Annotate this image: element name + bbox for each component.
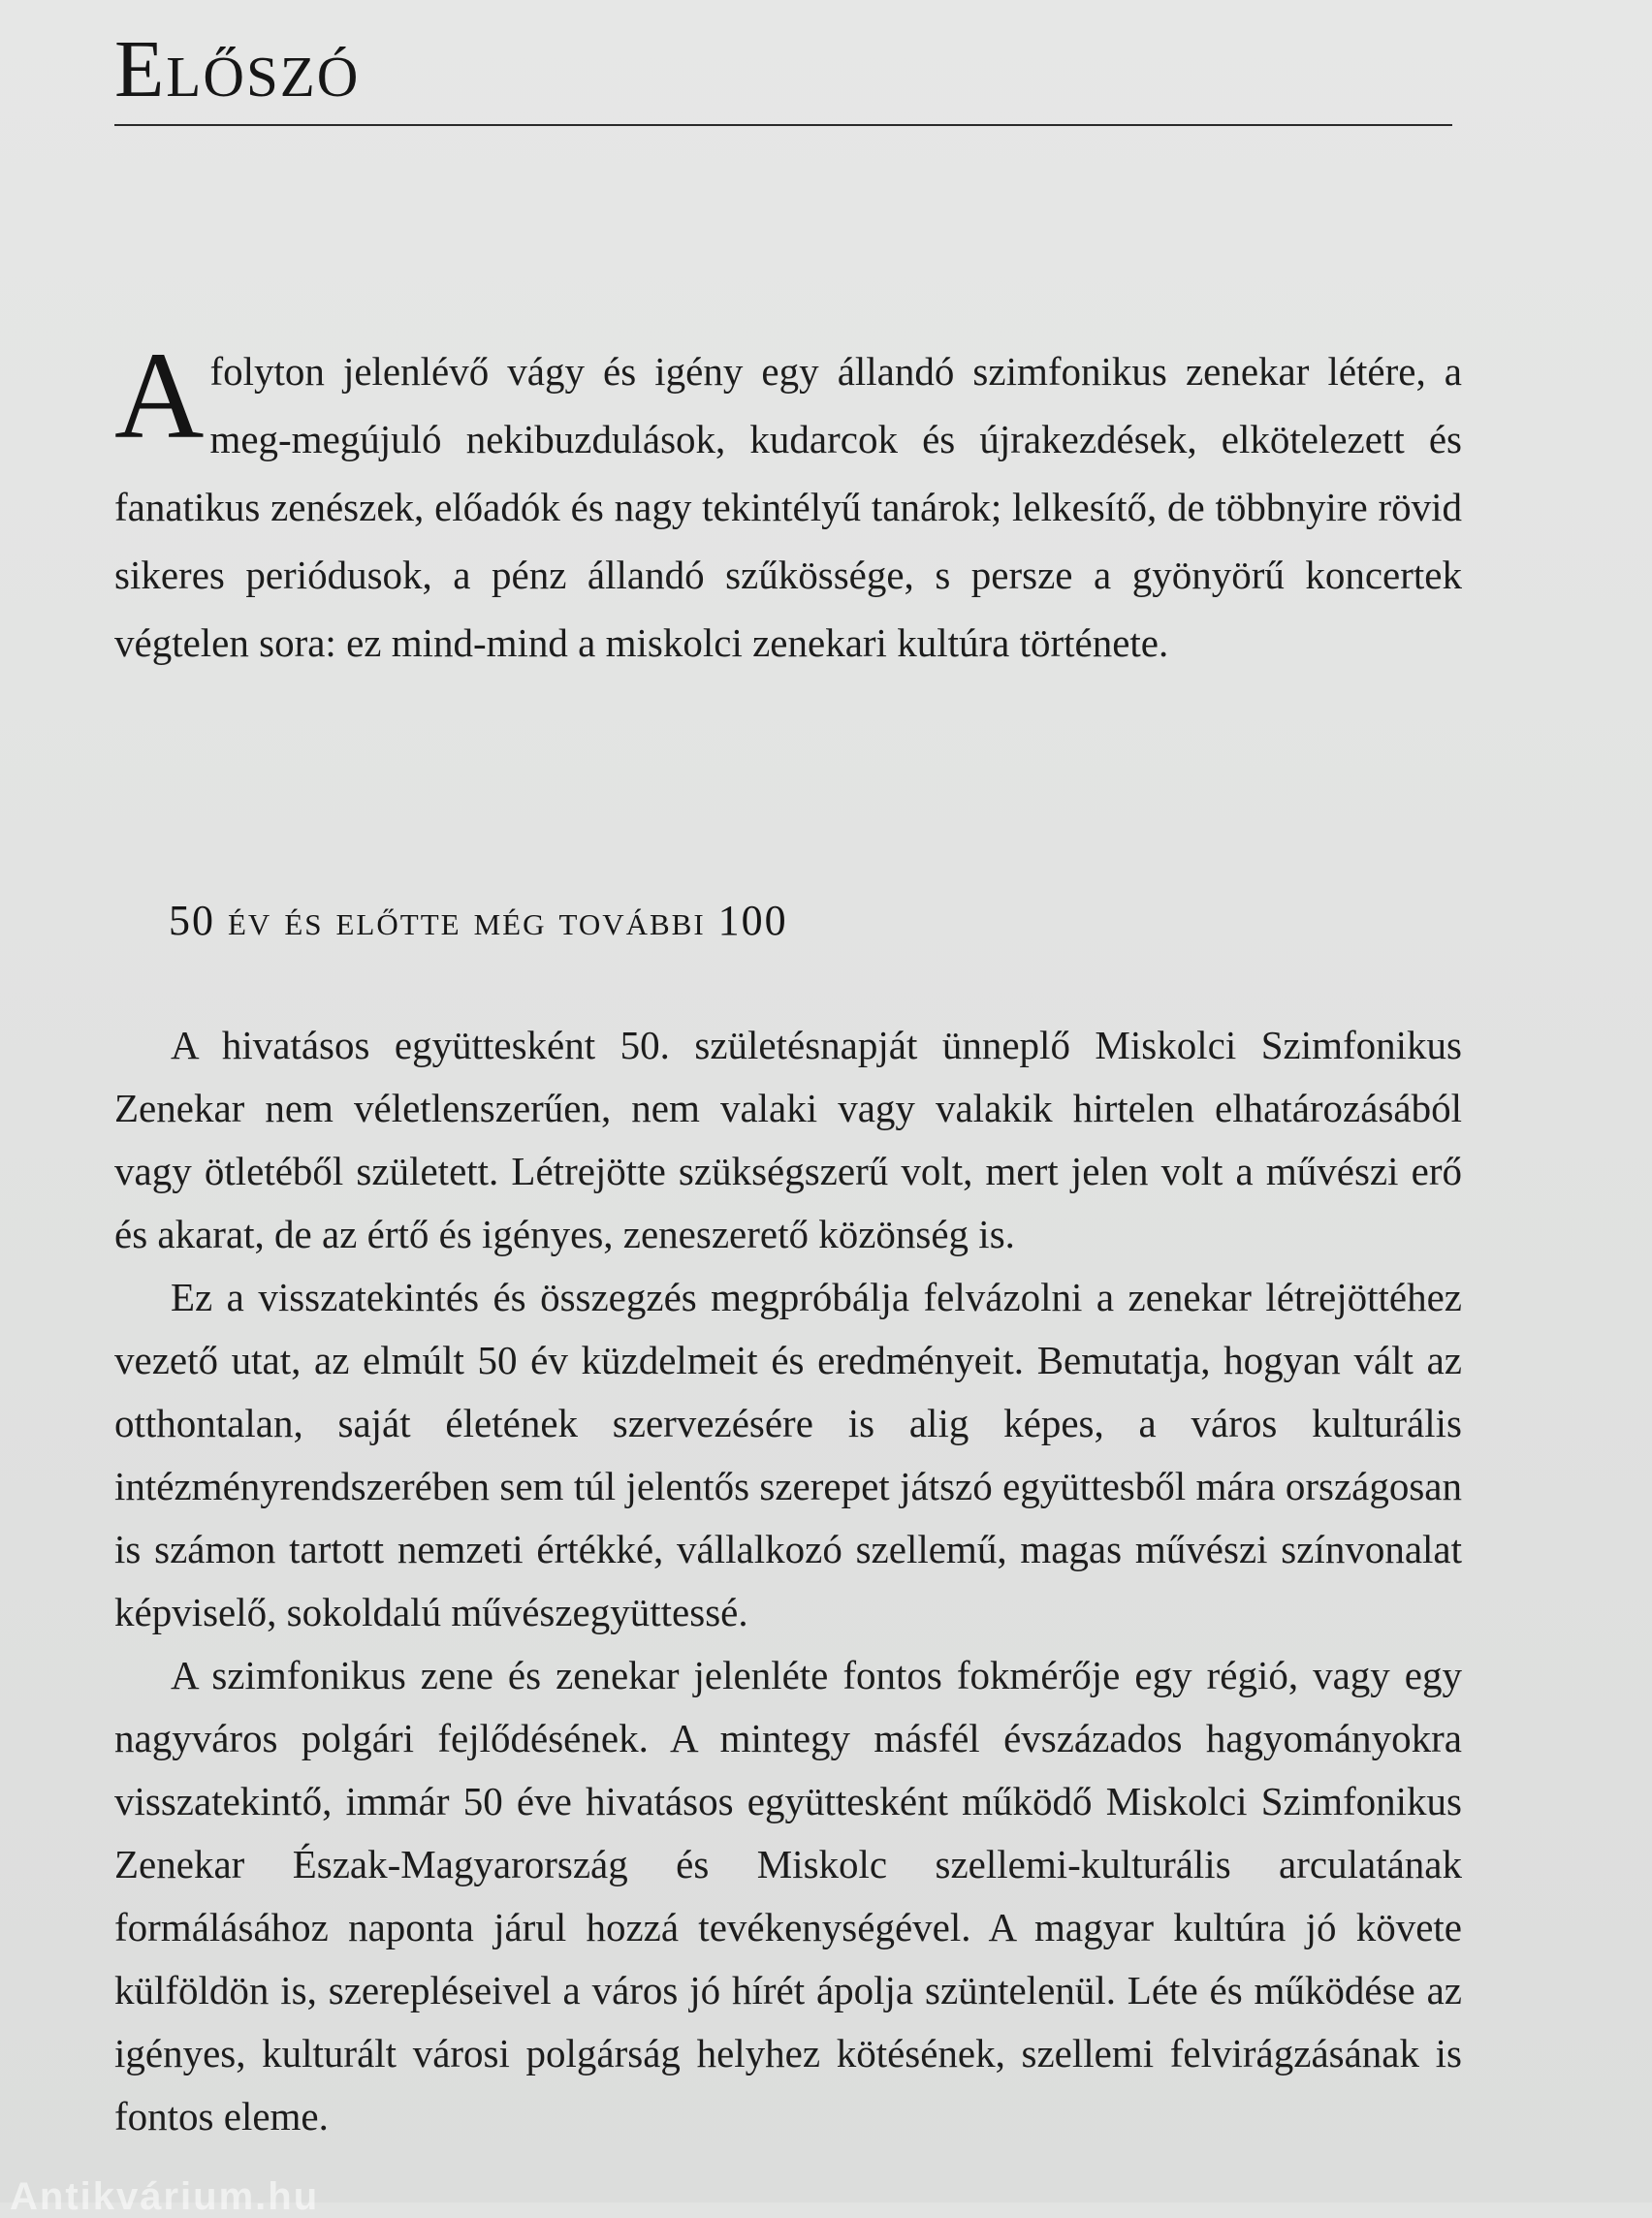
intro-text: folyton jelenlévő vágy és igény egy állandó szimfonikus zenekar létére, a meg-megújuló nekibuzdulások, kudarcok és újrakezdések, elkötelezett és fanatikus zenészek, előadók és nagy tekintélyű tanárok; lelkesítő, de többnyire rövid sikeres periódusok, a pénz állandó szűkössége, s persze a gyönyörű koncertek végtelen sora: ez mind-mind a miskolci zenekari kultúra története. [114,349,1462,665]
section-body [114,1014,1462,2148]
section-heading: 50 év és előtte még további 100 [169,897,788,944]
drop-cap: A [114,327,205,464]
title-underline [114,124,1452,126]
watermark: Antikvárium.hu [10,2175,320,2218]
body-paragraph-1: A hivatásos együttesként 50. születésnapját ünneplő Miskolci Szimfonikus Zenekar nem véletlenszerűen, nem valaki vagy valakik hirtelen elhatározásából vagy ötletéből született. Létrejötte szükségszerű volt, mert jelen volt a művészi erő és akarat, de az értő és igényes, zeneszerető közönség is. [114,1023,1462,1256]
intro-paragraph [114,327,1462,677]
page-title: Előszó [114,24,361,114]
body-paragraph-3: A szimfonikus zene és zenekar jelenléte fontos fokmérője egy régió, vagy egy nagyváros polgári fejlődésének. A mintegy másfél évszázados hagyományokra visszatekintő, immár 50 éve hivatásos együttesként működő Miskolci Szimfonikus Zenekar Észak-Magyarország és Miskolc szellemi-kulturális arculatának formálásához naponta járul hozzá tevékenységével. A magyar kultúra jó követe külföldön is, szerepléseivel a város jó hírét ápolja szüntelenül. Léte és működése az igényes, kulturált városi polgárság helyhez kötésének, szellemi felvirágzásának is fontos eleme. [114,1653,1462,2139]
body-paragraph-2: Ez a visszatekintés és összegzés megpróbálja felvázolni a zenekar létrejöttéhez vezető utat, az elmúlt 50 év küzdelmeit és eredményeit. Bemutatja, hogyan vált az otthontalan, saját életének szervezésére is alig képes, a város kulturális intézményrendszerében sem túl jelentős szerepet játszó együttesből mára országosan is számon tartott nemzeti értékké, vállalkozó szellemű, magas művészi színvonalat képviselő, sokoldalú művészegyüttessé. [114,1275,1462,1634]
